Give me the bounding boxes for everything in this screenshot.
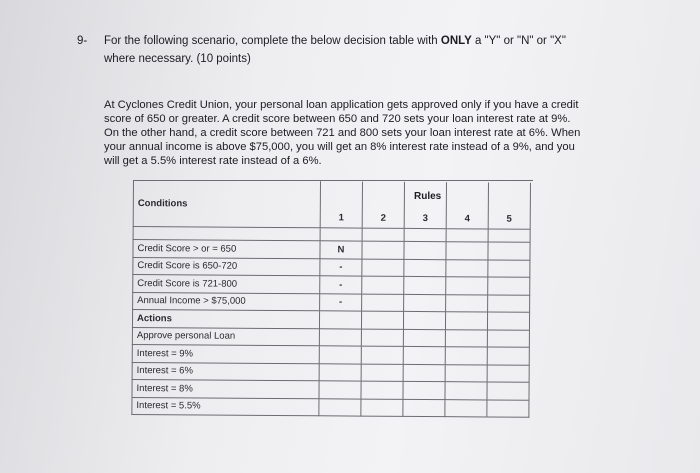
scenario-line: score of 650 or greater. A credit score between 650 and 720 sets your loan interest rate at 9%. (104, 113, 571, 125)
table-row (132, 397, 529, 417)
rule-cell[interactable] (361, 346, 403, 364)
rule-cell[interactable] (319, 311, 361, 329)
rule-cell[interactable] (445, 329, 487, 347)
rule-cell[interactable] (319, 363, 361, 381)
row-label: Interest = 5.5% (132, 397, 319, 416)
rule-cell[interactable] (361, 399, 403, 417)
rule-cell[interactable] (361, 381, 403, 399)
row-label: Credit Score is 650-720 (133, 257, 320, 276)
row-label: Credit Score > or = 650 (133, 240, 320, 259)
spacer-cell (133, 227, 320, 241)
rule-cell[interactable] (445, 399, 487, 417)
rule-number: 2 (362, 182, 404, 229)
rule-cell[interactable] (488, 242, 530, 260)
scenario-line: On the other hand, a credit score between 721 and 800 sets your loan interest rate at 6%. When (104, 127, 581, 139)
row-label: Interest = 8% (132, 379, 319, 398)
rule-cell[interactable] (361, 364, 403, 382)
rule-cell[interactable] (445, 312, 487, 330)
question-text-line-2: where necessary. (10 points) (104, 53, 251, 65)
rule-cell[interactable] (445, 364, 487, 382)
spacer-cell (404, 228, 446, 241)
rule-cell[interactable] (445, 382, 487, 400)
question-text-line-1: For the following scenario, complete the below decision table with ONLY a "Y" or "N" or "X" (104, 35, 566, 47)
rule-cell[interactable] (488, 259, 530, 277)
rule-cell[interactable] (362, 259, 404, 277)
rule-cell[interactable]: - (320, 276, 362, 294)
rule-cell[interactable] (488, 294, 530, 312)
rule-cell[interactable]: - (320, 293, 362, 311)
table-header-row (133, 180, 530, 229)
conditions-header: Conditions (133, 180, 320, 228)
spacer-cell (320, 228, 362, 241)
question-number: 9- (77, 35, 88, 47)
rule-cell[interactable] (319, 328, 361, 346)
rule-cell[interactable] (487, 347, 529, 365)
rule-number: 5 (488, 182, 530, 229)
row-label: Interest = 9% (132, 344, 319, 363)
rule-cell[interactable]: N (320, 241, 362, 259)
rule-cell[interactable] (362, 276, 404, 294)
rule-cell[interactable] (403, 399, 445, 417)
rule-cell[interactable] (404, 294, 446, 312)
rule-cell[interactable] (404, 241, 446, 259)
actions-header: Actions (132, 310, 319, 329)
rule-cell[interactable] (487, 382, 529, 400)
rule-cell[interactable] (319, 381, 361, 399)
rule-cell[interactable]: - (320, 258, 362, 276)
spacer-cell (488, 229, 530, 242)
scenario-line: your annual income is above $75,000, you will get an 8% interest rate instead of a 9%, and you (104, 141, 575, 153)
rule-cell[interactable] (446, 242, 488, 260)
rule-cell[interactable] (319, 398, 361, 416)
rule-cell[interactable] (487, 364, 529, 382)
rule-number: 3 (404, 182, 446, 229)
rule-cell[interactable] (403, 364, 445, 382)
rules-label: Rules (414, 191, 442, 202)
rule-number: 4 (446, 182, 488, 229)
rule-cell[interactable] (403, 311, 445, 329)
rule-cell[interactable] (445, 347, 487, 365)
spacer-cell (446, 229, 488, 242)
row-label: Approve personal Loan (132, 327, 319, 346)
rule-cell[interactable] (446, 294, 488, 312)
spacer-cell (362, 228, 404, 241)
row-label: Credit Score is 721-800 (133, 275, 320, 294)
rule-cell[interactable] (403, 346, 445, 364)
rule-cell[interactable] (403, 329, 445, 347)
rule-cell[interactable] (487, 329, 529, 347)
rule-cell[interactable] (488, 277, 530, 295)
scenario-line: will get a 5.5% interest rate instead of a 6%. (104, 155, 322, 167)
row-label: Interest = 6% (132, 362, 319, 381)
rule-cell[interactable] (404, 276, 446, 294)
rule-cell[interactable] (361, 329, 403, 347)
rule-cell[interactable] (404, 259, 446, 277)
decision-table (131, 180, 531, 418)
rule-cell[interactable] (487, 312, 529, 330)
rule-cell[interactable] (446, 259, 488, 277)
rule-cell[interactable] (362, 241, 404, 259)
rule-cell[interactable] (446, 277, 488, 295)
rule-cell[interactable] (361, 311, 403, 329)
table-top-border (133, 180, 533, 181)
rule-cell[interactable] (319, 346, 361, 364)
rule-cell[interactable] (403, 381, 445, 399)
scenario-line: At Cyclones Credit Union, your personal loan application gets approved only if you have a credit (104, 99, 579, 111)
rule-number: 1 (320, 181, 362, 228)
rule-cell[interactable] (362, 294, 404, 312)
row-label: Annual Income > $75,000 (133, 292, 320, 311)
rule-cell[interactable] (487, 399, 529, 417)
